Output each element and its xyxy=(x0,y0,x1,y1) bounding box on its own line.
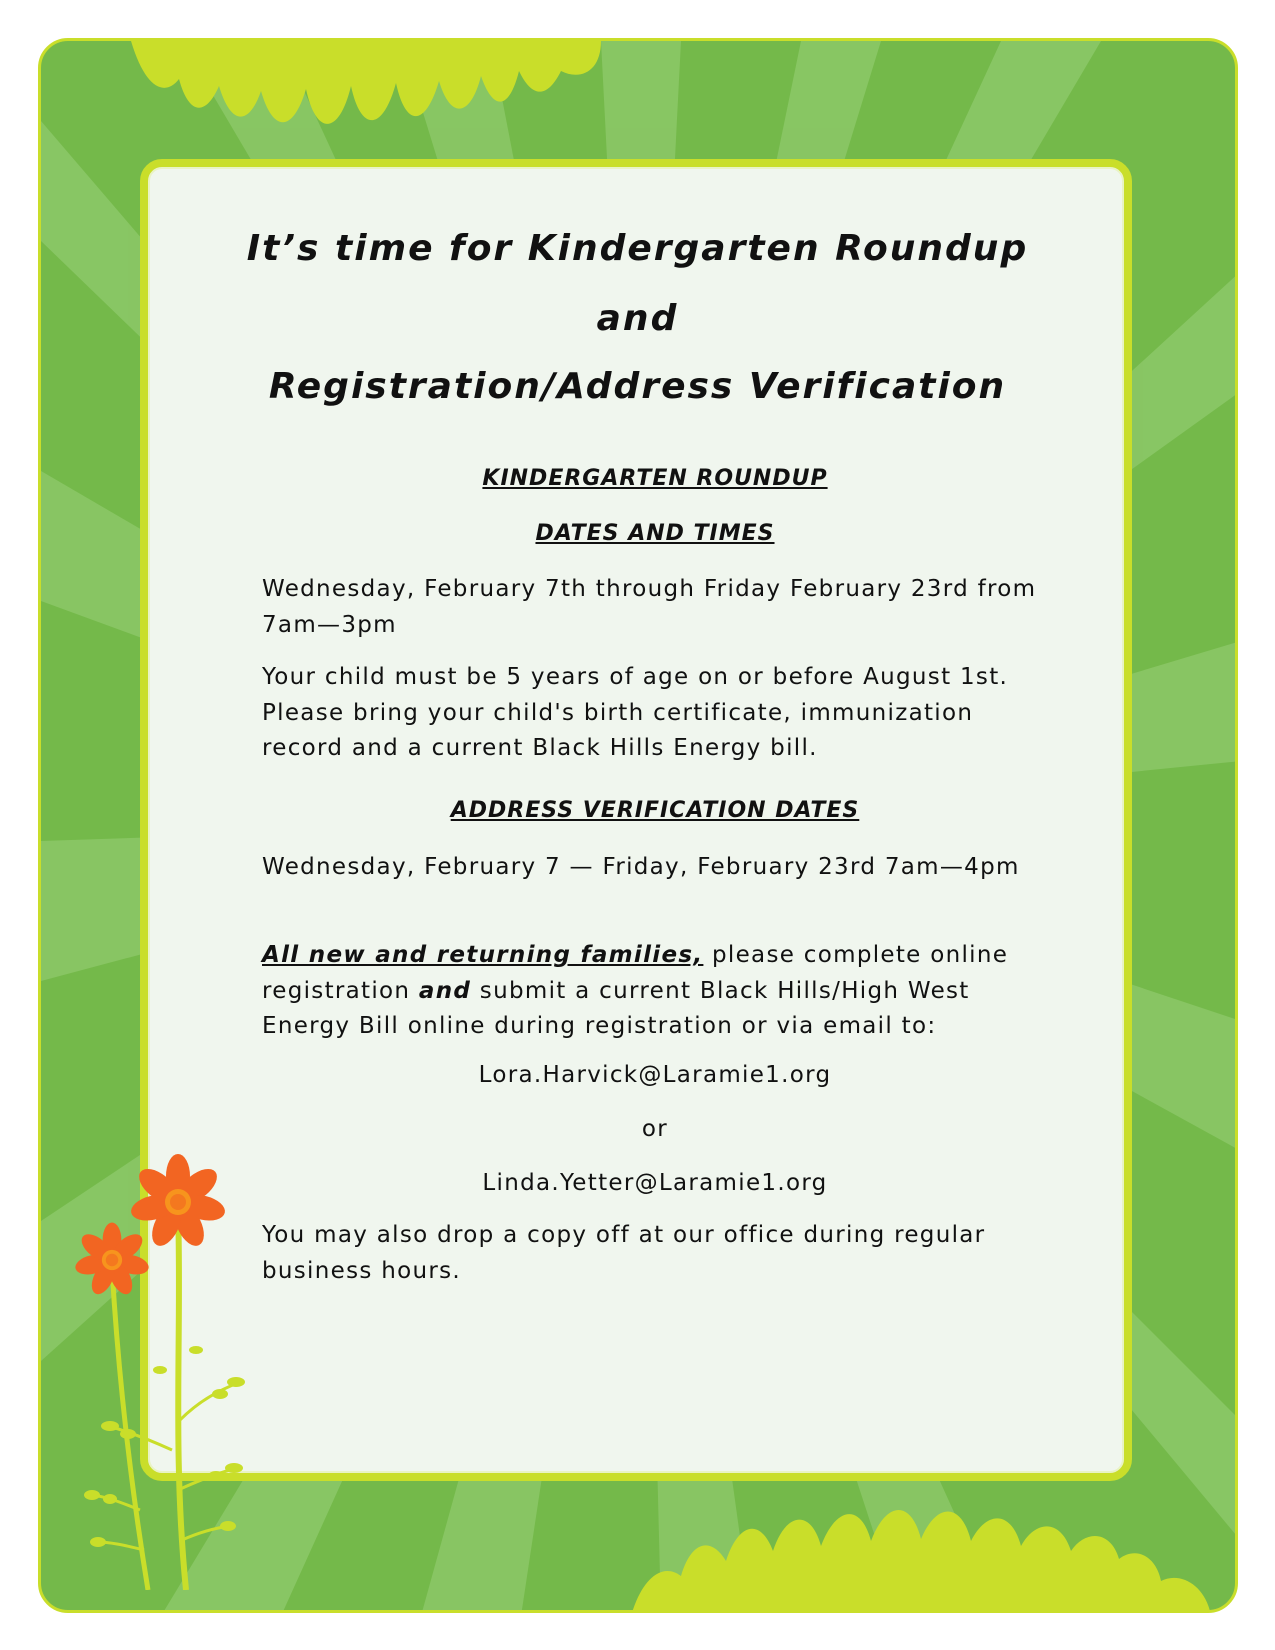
roundup-requirements-text: Your child must be 5 years of age on or before August 1st. Please bring your child's birth certificate, immunization record and a current Black Hills Energy bill. xyxy=(262,664,1009,761)
families-emph: and xyxy=(418,977,472,1004)
roundup-heading: KINDERGARTEN ROUNDUP xyxy=(482,466,828,491)
address-verification-dates-text: Wednesday, February 7 — Friday, February 23rd 7am—4pm xyxy=(262,854,1020,880)
roundup-dates-text: Wednesday, February 7th through Friday February 23rd from 7am—3pm xyxy=(262,576,1037,638)
families-text-b: submit a current Black Hills/High West Energy Bill online during registration or via email to: xyxy=(262,977,970,1039)
address-verification-heading: ADDRESS VERIFICATION DATES xyxy=(450,798,860,823)
flower-decoration xyxy=(60,1150,300,1590)
title-line-2: and xyxy=(596,298,679,339)
families-lead: All new and returning families, xyxy=(262,942,704,968)
lime-wave-top xyxy=(131,41,601,124)
email-link-2[interactable]: Linda.Yetter@Laramie1.org xyxy=(482,1170,828,1196)
title-line-1: It’s time for Kindergarten Roundup xyxy=(246,228,1029,269)
families-text-a: please complete online registration xyxy=(262,942,1009,1004)
title-line-3: Registration/Address Verification xyxy=(268,366,1007,407)
email-separator: or xyxy=(641,1116,669,1142)
dates-times-heading: DATES AND TIMES xyxy=(535,521,775,546)
closing-text: You may also drop a copy off at our office during regular business hours. xyxy=(262,1222,986,1284)
families-instructions xyxy=(262,938,1052,1045)
email-link-1[interactable]: Lora.Harvick@Laramie1.org xyxy=(478,1062,832,1088)
